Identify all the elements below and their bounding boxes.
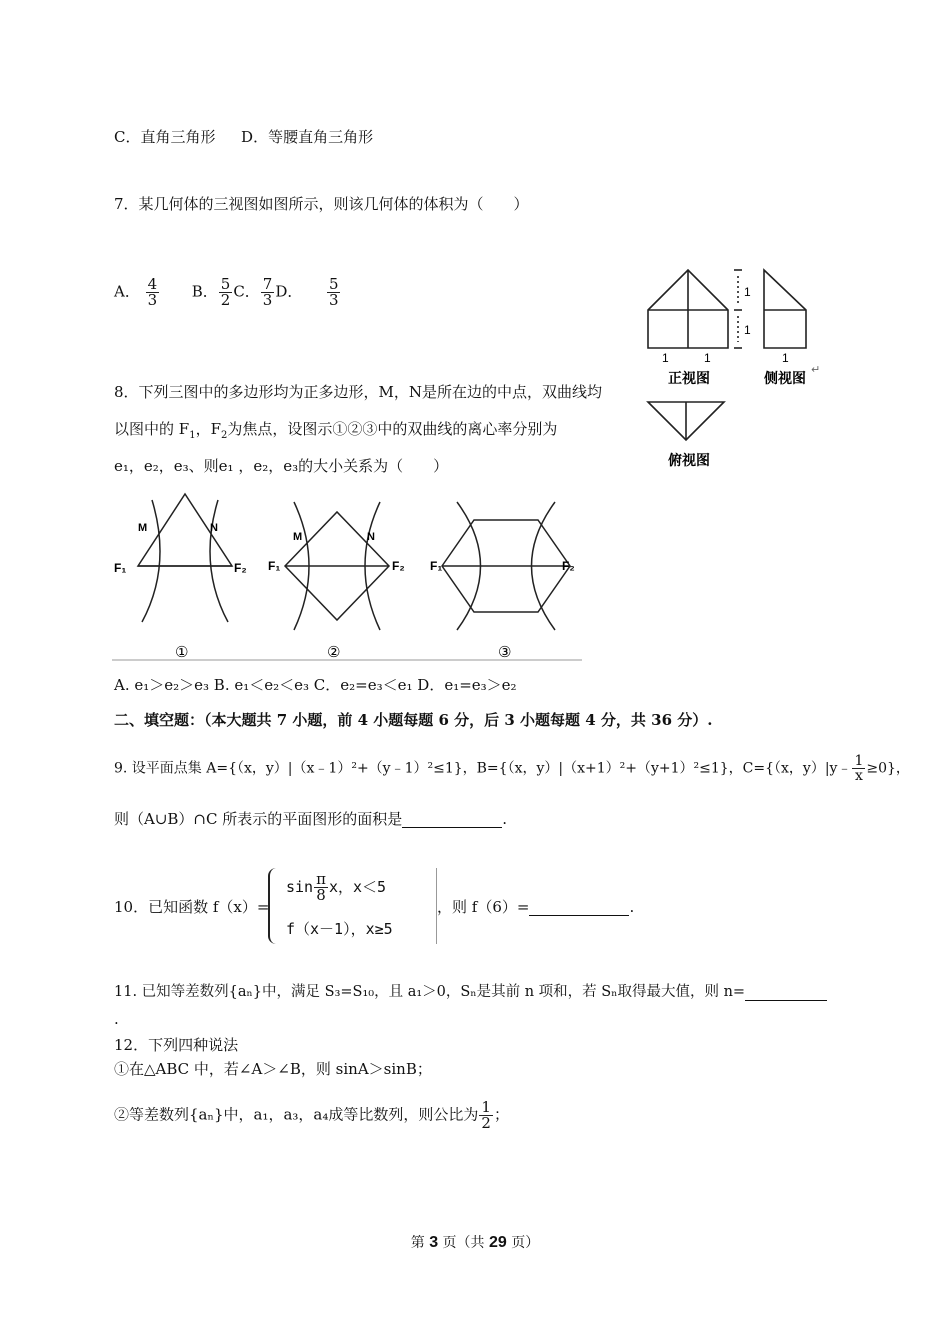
fig2-f1-label: F₁ (268, 559, 281, 573)
q12-fraction: $\frac{1}{2}$ (481, 1098, 491, 1132)
q8-line-2: 以图中的 $F_1$，$F_2$为焦点，设图示①②③中的双曲线的离心率分别为 (114, 420, 558, 441)
three-view-figure (640, 262, 830, 472)
q11-answer-blank[interactable] (745, 986, 827, 1001)
fig1-f1-label: F₁ (114, 561, 127, 575)
q8-line-3: e₁，e₂，e₃、则e₁ ，e₂，e₃的大小关系为（ ） (114, 457, 449, 475)
q8-line-1: 8．下列三图中的多边形均为正多边形，M，N是所在边的中点，双曲线均 (114, 383, 603, 401)
q7-options (114, 277, 341, 308)
q7-option-d-label: D． (275, 282, 303, 301)
q9-line-2: 则（A∪B）∩C 所表示的平面图形的面积是 . (114, 810, 508, 828)
fig1-number: ① (175, 644, 189, 661)
dim-bottom-label: 1 (744, 323, 751, 337)
figure-1-triangle (138, 494, 232, 622)
dim-top-label: 1 (744, 285, 751, 299)
fig1-n-label: N (210, 522, 218, 534)
q12-item-2: ②等差数列{aₙ}中，a₁，a₃，a₄成等比数列，则公比为 $\frac{1}{2}$ ； (114, 1098, 509, 1132)
q7-stem: 7．某几何体的三视图如图所示，则该几何体的体积为（ ） (114, 195, 529, 213)
fig2-n-label: N (367, 531, 375, 543)
q7-option-b-fraction: $\frac{5}{2}$ (220, 275, 231, 309)
fig2-f2-label: F₂ (392, 559, 405, 573)
page-footer: 第 3 页（共 29 页） (410, 1234, 540, 1251)
q10-answer-blank[interactable] (529, 901, 629, 916)
q10-prefix: 10．已知函数 f（x）= (114, 898, 270, 916)
paragraph-mark: ↵ (811, 364, 821, 376)
page-number: 3 (429, 1234, 439, 1251)
side-view-label: 侧视图 (764, 370, 806, 386)
fig3-number: ③ (498, 644, 512, 661)
q6-option-d: D．等腰直角三角形 (241, 128, 374, 146)
q8-options: A. e₁＞e₂＞e₃ B. e₁＜e₂＜e₃ C．e₂=e₃＜e₁ D．e₁=e₃＞e₂ (114, 676, 517, 694)
q6-option-c: C．直角三角形 (114, 128, 216, 146)
q9-fraction: $\frac{1}{x}$ (854, 753, 864, 784)
q12-title: 12．下列四种说法 (114, 1036, 239, 1054)
fig2-m-label: M (293, 531, 303, 543)
q7-option-d-fraction: $\frac{5}{3}$ (328, 275, 339, 309)
side-view-outline (764, 270, 806, 348)
q10-suffix: ，则 f（6）= . (437, 898, 635, 916)
top-view-label: 俯视图 (668, 452, 710, 468)
fig1-f2-label: F₂ (234, 561, 247, 575)
q7-option-b-label: B． (191, 282, 218, 301)
q12-item-1: ①在△ABC 中，若∠A＞∠B，则 sinA＞sinB； (114, 1060, 432, 1078)
fig1-m-label: M (138, 522, 148, 534)
dim-side-label: 1 (782, 351, 789, 365)
q9-line-1: 9. 设平面点集 A={（x，y）|（x﹣1）²+（y﹣1）²≤1}，B={（x，y）|（x+1）²+（y+1）²≤1}，C={（x，y）|y﹣ $\frac{1}{x}$ ≥0}， (114, 753, 910, 784)
front-view-label: 正视图 (668, 370, 710, 386)
q7-option-a-label: A． (114, 282, 140, 301)
dim-front-left-label: 1 (662, 351, 669, 365)
q11-line-2: . (114, 1010, 119, 1028)
q9-answer-blank[interactable] (402, 813, 502, 828)
dim-front-right-label: 1 (704, 351, 711, 365)
hyperbola-figures (112, 490, 584, 666)
q7-option-c-fraction: $\frac{7}{3}$ (262, 275, 273, 309)
figure-3-hexagon (442, 502, 570, 630)
q11-line-1: 11. 已知等差数列{aₙ}中，满足 S₃=S₁₀，且 a₁＞0，Sₙ是其前 n 项和，若 Sₙ取得最大值，则 n= (114, 984, 827, 1001)
q7-option-c-label: C． (233, 282, 260, 301)
q7-option-a-fraction: $\frac{4}{3}$ (147, 275, 158, 309)
q10-piece-1: sin $\frac{\pi}{8}$ x，x＜5 (286, 870, 387, 904)
fig3-f1-label: F₁ (430, 559, 443, 573)
page-total: 29 (489, 1234, 507, 1251)
fig3-f2-label: F₂ (562, 559, 575, 573)
section-2-title: 二、填空题：（本大题共 7 小题，前 4 小题每题 6 分，后 3 小题每题 4 分，共 36 分）. (114, 711, 713, 729)
q10-piece-2: f（x－1），x≥5 (286, 920, 393, 938)
fig2-number: ② (327, 644, 341, 661)
q6-options (114, 128, 373, 146)
